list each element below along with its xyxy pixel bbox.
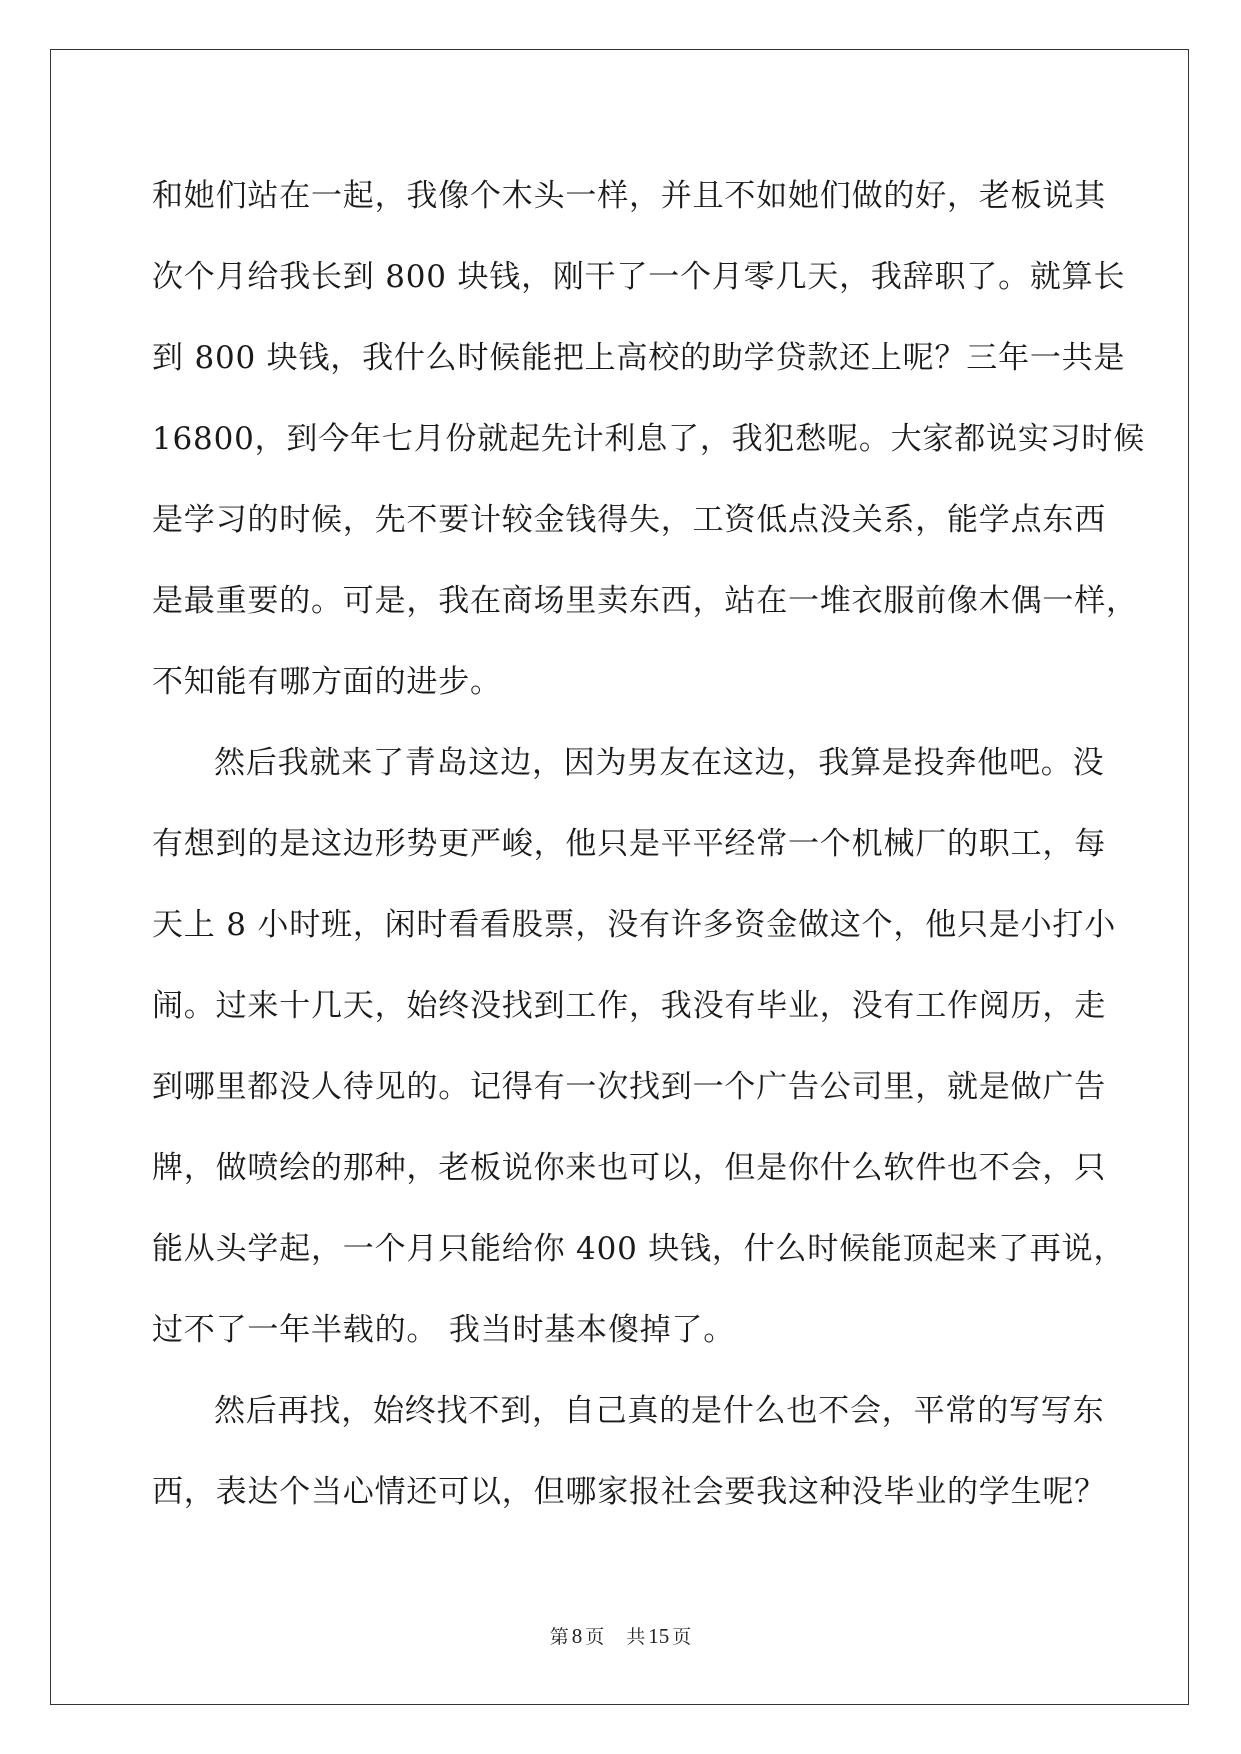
- text-line: 是学习的时候，先不要计较金钱得失，工资低点没关系，能学点东西: [152, 502, 1106, 538]
- total-prefix: 共: [626, 1626, 646, 1648]
- text-line: 不知能有哪方面的进步。: [152, 664, 502, 700]
- total-suffix: 页: [672, 1626, 692, 1648]
- paragraph-first-line: 然后再找，始终找不到，自己真的是什么也不会，平常的写写东: [214, 1393, 1105, 1429]
- text-line: 和她们站在一起，我像个木头一样，并且不如她们做的好，老板说其: [152, 178, 1106, 214]
- document-body: [152, 156, 1146, 1533]
- text-line: 到哪里都没人待见的。记得有一次找到一个广告公司里，就是做广告: [152, 1069, 1106, 1105]
- text-line: 能从头学起，一个月只能给你 400 块钱，什么时候能顶起来了再说，: [152, 1231, 1126, 1267]
- text-line: 过不了一年半载的。 我当时基本傻掉了。: [152, 1312, 736, 1348]
- page-total: 15: [648, 1624, 670, 1648]
- page-number: 8: [571, 1624, 583, 1648]
- text-line: 有想到的是这边形势更严峻，他只是平平经常一个机械厂的职工，每: [152, 826, 1106, 862]
- page-prefix: 第: [549, 1626, 569, 1648]
- text-line: 到 800 块钱，我什么时候能把上高校的助学贷款还上呢？三年一共是: [152, 340, 1126, 376]
- page-suffix: 页: [585, 1626, 605, 1648]
- text-line: 牌，做喷绘的那种，老板说你来也可以，但是你什么软件也不会，只: [152, 1150, 1106, 1186]
- paragraph-first-line: 然后我就来了青岛这边，因为男友在这边，我算是投奔他吧。没: [214, 745, 1105, 781]
- text-line: 16800，到今年七月份就起先计利息了，我犯愁呢。大家都说实习时候: [152, 421, 1146, 457]
- text-line: 是最重要的。可是，我在商场里卖东西，站在一堆衣服前像木偶一样，: [152, 583, 1138, 619]
- text-line: 天上 8 小时班，闲时看看股票，没有许多资金做这个，他只是小打小: [152, 907, 1117, 943]
- text-line: 闹。过来十几天，始终没找到工作，我没有毕业，没有工作阅历，走: [152, 988, 1106, 1024]
- text-line: 次个月给我长到 800 块钱，刚干了一个月零几天，我辞职了。就算长: [152, 259, 1126, 295]
- text-line: 西，表达个当心情还可以，但哪家报社会要我这种没毕业的学生呢？: [152, 1474, 1106, 1510]
- page-footer: [0, 1624, 1241, 1649]
